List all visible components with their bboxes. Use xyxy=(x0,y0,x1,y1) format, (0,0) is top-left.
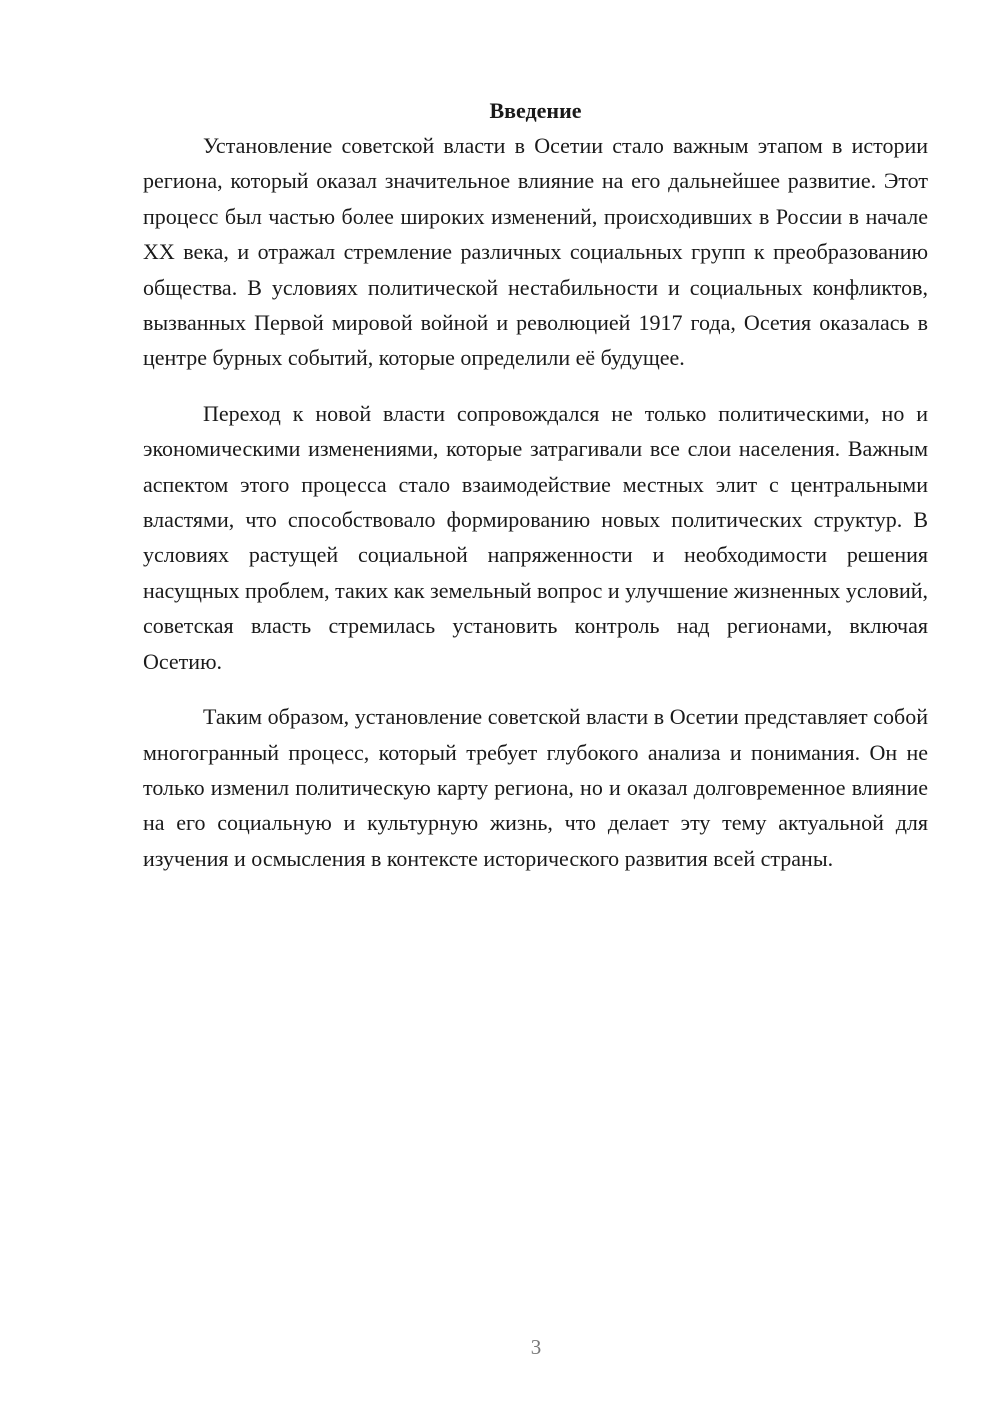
paragraph-3: Таким образом, установление советской власти в Осетии представляет собой многогранный процесс, который требует глубокого анализа и понимания. Он не только изменил политическую карту региона, но и оказал долговременное влияние на его социальную и культурную жизнь, что делает эту тему актуальной для изучения и осмысления в контексте исторического развития всей страны. xyxy=(143,704,928,871)
paragraph-1: Установление советской власти в Осетии стало важным этапом в истории региона, который оказал значительное влияние на его дальнейшее развитие. Этот процесс был частью более широких изменений, происходивших в России в начале XX века, и отражал стремление различных социальных групп к преобразованию общества. В условиях политической нестабильности и социальных конфликтов, вызванных Первой мировой войной и революцией 1917 года, Осетия оказалась в центре бурных событий, которые определили её будущее. xyxy=(143,133,928,371)
page-body xyxy=(143,96,928,876)
paragraph-2: Переход к новой власти сопровождался не только политическими, но и экономическими изменениями, которые затрагивали все слои населения. Важным аспектом этого процесса стало взаимодействие местных элит с центральными властями, что способствовало формированию новых политических структур. В условиях растущей социальной напряженности и необходимости решения насущных проблем, таких как земельный вопрос и улучшение жизненных условий, советская власть стремилась установить контроль над регионами, включая Осетию. xyxy=(143,400,928,674)
page-number: 3 xyxy=(530,1335,542,1359)
section-heading: Введение xyxy=(489,98,582,123)
